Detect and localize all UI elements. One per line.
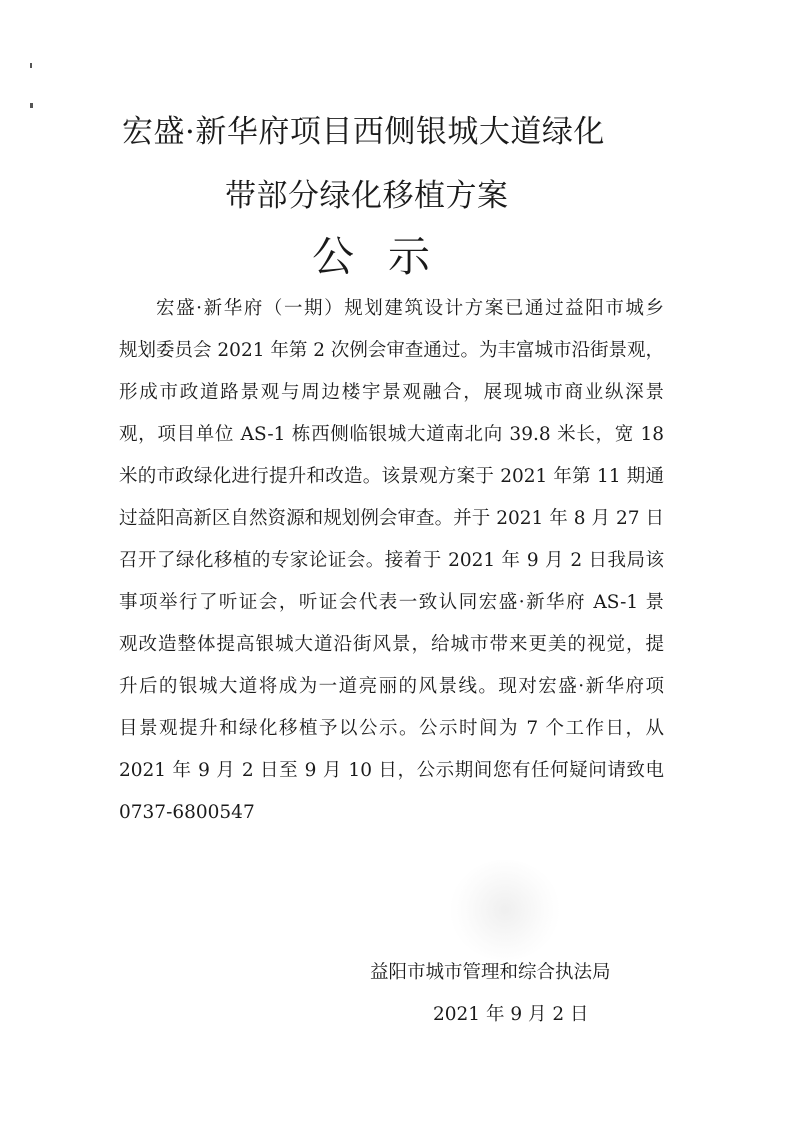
body-line: 米的市政绿化进行提升和改造。该景观方案于 2021 年第 11 期通 xyxy=(119,466,664,487)
signature-organization: 益阳市城市管理和综合执法局 xyxy=(370,962,611,983)
body-line: 宏盛·新华府（一期）规划建筑设计方案已通过益阳市城乡 xyxy=(156,298,664,319)
body-line: 规划委员会 2021 年第 2 次例会审查通过。为丰富城市沿街景观， xyxy=(119,340,664,361)
notice-body xyxy=(119,288,664,834)
body-line: 事项举行了听证会，听证会代表一致认同宏盛·新华府 AS-1 景 xyxy=(119,592,664,613)
body-line: 目景观提升和绿化移植予以公示。公示时间为 7 个工作日，从 xyxy=(119,718,664,739)
body-line: 观改造整体提高银城大道沿街风景，给城市带来更美的视觉，提 xyxy=(119,634,664,655)
notice-heading: 公示 xyxy=(312,232,465,281)
document-title-line-1: 宏盛·新华府项目西侧银城大道绿化 xyxy=(122,114,605,150)
body-line: 2021 年 9 月 2 日至 9 月 10 日，公示期间您有任何疑问请致电 xyxy=(119,760,664,781)
body-line: 形成市政道路景观与周边楼宇景观融合，展现城市商业纵深景 xyxy=(119,382,664,403)
scan-mark xyxy=(30,63,32,68)
document-title-line-2: 带部分绿化移植方案 xyxy=(225,178,509,214)
body-line: 观，项目单位 AS-1 栋西侧临银城大道南北向 39.8 米长，宽 18 xyxy=(119,424,664,445)
body-line: 过益阳高新区自然资源和规划例会审查。并于 2021 年 8 月 27 日 xyxy=(119,508,664,529)
faded-seal xyxy=(450,860,560,960)
body-line: 召开了绿化移植的专家论证会。接着于 2021 年 9 月 2 日我局该 xyxy=(119,550,664,571)
contact-phone: 0737-6800547 xyxy=(119,802,255,823)
body-line: 升后的银城大道将成为一道亮丽的风景线。现对宏盛·新华府项 xyxy=(119,676,664,697)
signature-date: 2021 年 9 月 2 日 xyxy=(433,1004,589,1025)
scan-mark xyxy=(30,103,33,108)
